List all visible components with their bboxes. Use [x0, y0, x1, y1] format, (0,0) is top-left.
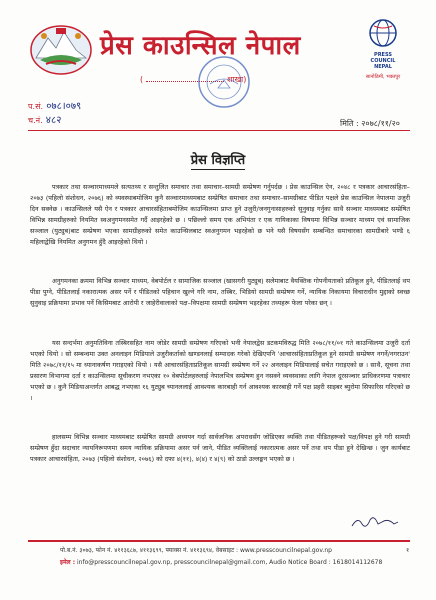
heading-text: प्रेस विज्ञप्ति [190, 153, 246, 168]
office-address: सानोठिमी, भक्तपुर [365, 74, 401, 80]
patra-value: ०७८।०७९ [46, 101, 82, 112]
paragraph-4: हालसम्म विभिन्न सञ्चार माध्यमबाट सम्प्रेषित सामग्री अध्ययन गर्दा सार्वजनिक अपराधसँग जोडिएका व्यक्ति तथा पीडितहरूको पक्ष/विपक्ष हुने गरी सामग्री सम्प्रेषण हुँदा सदाचार न्यायनिरूपणमा समय न्यायिक प्रक्रियामा असर पर्न जाने, पीडित व्यक्तिलाई नकारात्मक असर पर्ने तथा थप पीडा हुने देखिन्छ । जुन कार्यबाट पत्रकार आचारसंहिता, २०७३ (पहिलो संशोधन, २०७६) को दफा ४(११), ४(४) र ४(९) को ठाडो उल्लङ्घन भएको छ । [30, 433, 410, 463]
paragraph-3: यस सन्दर्भमा अनुमतिविना तस्बिरसहित नाम जोडेर सामग्री सम्प्रेषण गरिएको भनी नेपालद्वेस डटकमविरुद्ध मिति २०७८/११/०१ गते काउन्सिलमा उजुरी दर्ता भएको थियो । सो सम्बन्धमा उक्त अनलाइन मिडियाले उजुरीकर्ताको खण्डनलाई सम्पादक गरेको देखिएपनि 'आचारसंहिताप्रतिकूल हुने सामग्री सम्प्रेषण नगर्ने/नगराउन' मिति २०७८/११/१५ मा ध्यानाकर्षण गराइएको थियो । यसै आचारसंहिताप्रतिकूल सामग्री सम्प्रेषण गर्ने २२ अनलाइन मिडियालाई सचेत गराइएको छ । साथै, सूचना तथा प्रसारण विभागमा दर्ता र काउन्सिलमा सूचीकरण नभएका १० वेबपोर्टलहरुलाई नेपालभित्र सम्प्रेषण हुन नसक्ने व्यवस्थाका लागि नेपाल दूरसञ्चार प्राधिकरणमा पत्राचार भएको छ । कुनै मिडियाअन्तर्गत आबद्ध नभएका १६ युट्युब च्यानललाई आवश्यक कारबाही गर्न आवश्यक कारबाही गर्ने पक्ष प्रहरी साइबर ब्युरोमा सिफारिस गरिएको छ । [30, 339, 410, 402]
patra-label: प.सं. [28, 102, 44, 111]
logo-line-2: COUNCIL [370, 58, 396, 64]
page-number: १ [406, 547, 410, 554]
footer-contact: पो.ब.नं. ३०७३, फोन नं. ४११३६८७, ४११३६९९, फ्याक्स नं. ४११३६९४, वेबसाइट : www.presscouncilnepal.gov.np [60, 547, 332, 554]
header-divider [28, 130, 410, 131]
logo-line-1: PRESS [374, 52, 392, 58]
paragraph-1: पत्रकार तथा सञ्चारमाध्यमले सत्यतथ्य र सन्तुलित समाचार तथा समाचार–सामग्री सम्प्रेषण गर्नुपर्दछ । प्रेस काउन्सिल ऐन, २०४८ र पत्रकार आचारसंहिता–२०७३ (पहिलो संशोधन, २०७६) को व्यवस्थाबमोजिम कुनै सञ्चारमाध्यमबाट सम्प्रेषित समाचार तथा समाचार–सामग्रीबाट पीडित पक्षले प्रेस काउन्सिल नेपालमा उजुरी दिन सक्नेछ । काउन्सिलले यसै ऐन र पत्रकार आचारसंहिताबमोजिम काउन्सिलमा प्राप्त हुने उजुरी/जनगुनासाहरुको सुनुवाइ गर्नुका साथै सञ्चार माध्यमबाट सम्प्रेषित विभिन्न सामग्रीहरुको नियमित स्वअनुगमनसमेत गर्दै आइरहेको छ । पछिल्लो समय एक अभियंता र एक गायिकाका विषयमा विभिन्न सञ्चार माध्यम एवं सामाजिक सञ्जाल (युट्युब)बाट सम्प्रेषण भएका सामग्रीहरुको समेत काउन्सिलबाट स्वअनुगमन भइरहेको छ भने यसै विषयसँग सम्बन्धित समाचारका सामग्रीबारे भण्डै ६ महिलाद्वेखि नियमित अनुगमन हुँदै आइरहेको थियो । [30, 183, 410, 246]
footer-divider [28, 540, 410, 542]
globe-icon [368, 18, 398, 48]
nepal-emblem-logo [26, 20, 96, 76]
branch-prefix: ( [140, 75, 144, 84]
chalani-number [28, 112, 61, 126]
document-heading [0, 150, 436, 168]
branch-suffix: शाखा) [227, 75, 247, 84]
footer-email [60, 558, 382, 566]
document-date: मिति : २०७८/११/२० [340, 119, 400, 128]
paragraph-2: अनुगमनका क्रममा विभिन्न सञ्चार माध्यम, वेबपोर्टल र सामाजिक सञ्जाल (खासगरी युट्युब) सलेमाबाट वैयक्तिक गोपनीयताको प्रतिकूल हुने, पीडितलाई थप पीडा पुग्ने, पीडितलाई नकारात्मक असर पर्ने र पीडितको पहिचान खुल्ने गरि नाम, तस्बिर, भिडियो सामग्री सम्प्रेषण गर्ने, न्यायिक निकायमा विचाराधीन मुद्दाको स्वच्छ सुनुवाइ प्रक्रियामा प्रभाव पर्ने किसिमबाट आरोपी र जाहेरीवालाको पक्ष–विपक्षमा सामग्री सम्प्रेषण भइरहेका तथ्यहरू फेला परेका छन् । [30, 277, 410, 307]
organization-title: प्रेस काउन्सिल नेपाल [100, 31, 301, 61]
patra-sankhya [28, 98, 81, 112]
signature [350, 512, 400, 532]
email-label: इमेल : [60, 559, 76, 566]
email-value: info@presscouncilnepal.gov.np, presscouncilnepal@gmail.com, Audio Notice Board : 1618014112678 [77, 559, 383, 566]
press-council-logo [352, 18, 414, 98]
chalani-label: च.नं. [28, 116, 43, 125]
chalani-value: ४८२ [45, 115, 62, 126]
logo-line-3: NEPAL [374, 64, 392, 70]
official-stamp [196, 54, 252, 110]
